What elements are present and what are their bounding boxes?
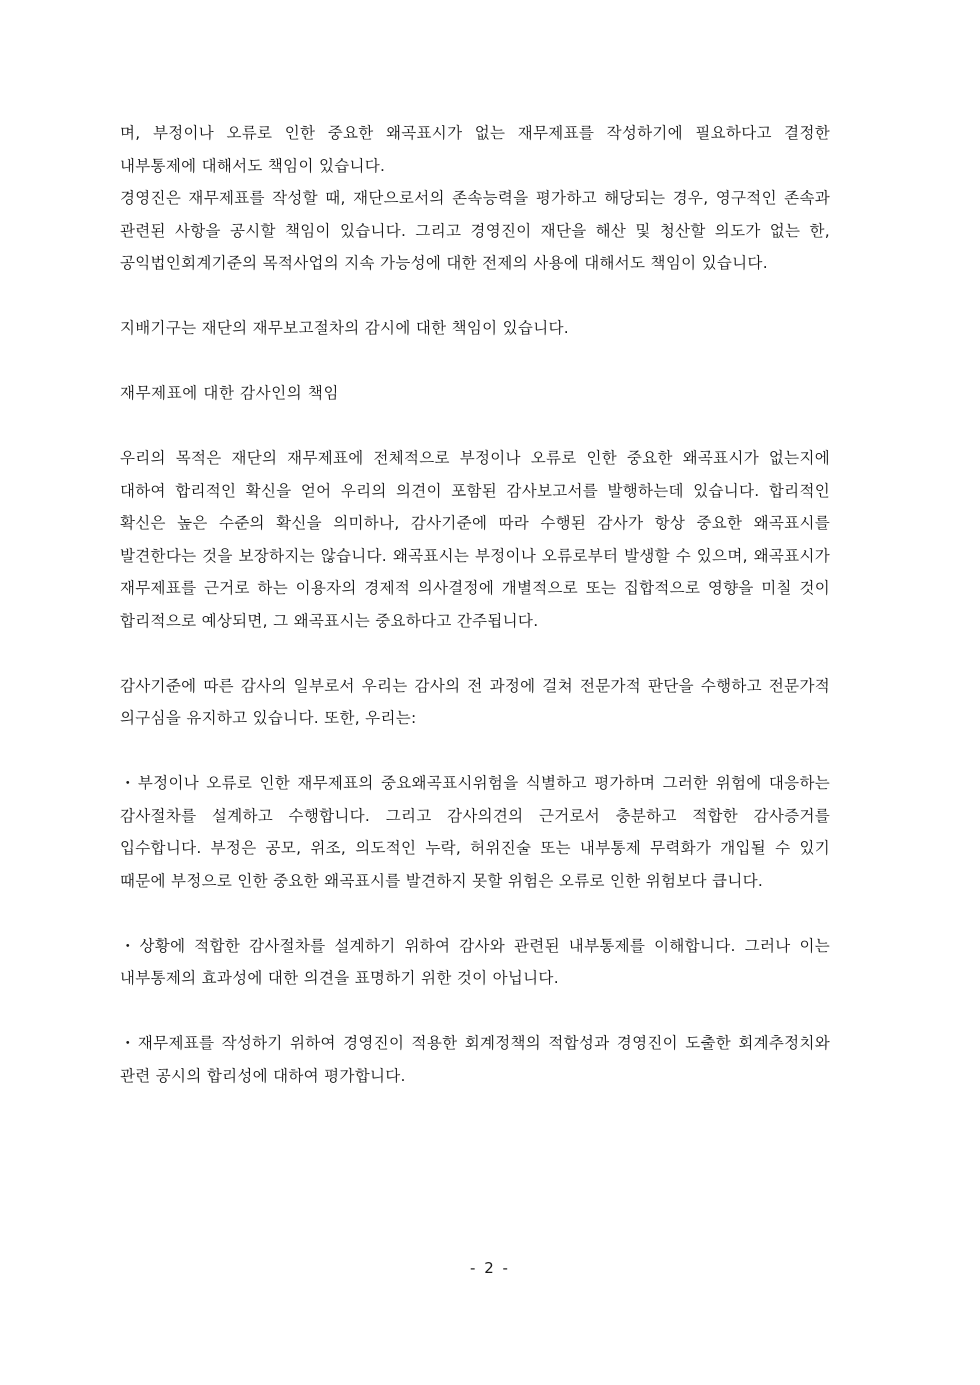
- page-number: - 2 -: [470, 1259, 510, 1277]
- spacer: [120, 897, 830, 930]
- spacer: [120, 995, 830, 1028]
- bullet-risk-assessment: ・부정이나 오류로 인한 재무제표의 중요왜곡표시위험을 식별하고 평가하며 그러한 위험에 대응하는 감사절차를 설계하고 수행합니다. 그리고 감사의견의 근거로서 충분하고 적합한 감사증거를 입수합니다. 부정은 공모, 위조, 의도적인 누락, 허위진술 또는 내부통제 무력화가 개입될 수 있기 때문에 부정으로 인한 중요한 왜곡표시를 발견하지 못할 위험은 오류로 인한 위험보다 큽니다.: [120, 774, 830, 890]
- spacer: [120, 637, 830, 670]
- paragraph-audit-objective: 우리의 목적은 재단의 재무제표에 전체적으로 부정이나 오류로 인한 중요한 왜곡표시가 없는지에 대하여 합리적인 확신을 얻어 우리의 의견이 포함된 감사보고서를 발행하는데 있습니다. 합리적인 확신은 높은 수준의 확신을 의미하나, 감사기준에 따라 수행된 감사가 항상 중요한 왜곡표시를 발견한다는 것을 보장하지는 않습니다. 왜곡표시는 부정이나 오류로부터 발생할 수 있으며, 왜곡표시가 재무제표를 근거로 하는 이용자의 경제적 의사결정에 개별적으로 또는 집합적으로 영향을 미칠 것이 합리적으로 예상되면, 그 왜곡표시는 중요하다고 간주됩니다.: [120, 449, 830, 630]
- spacer: [120, 280, 830, 313]
- page-body: [120, 117, 830, 1092]
- spacer: [120, 735, 830, 768]
- paragraph-going-concern: 경영진은 재무제표를 작성할 때, 재단으로서의 존속능력을 평가하고 해당되는 경우, 영구적인 존속과 관련된 사항을 공시할 책임이 있습니다. 그리고 경영진이 재단을 해산 및 청산할 의도가 없는 한, 공익법인회계기준의 목적사업의 지속 가능성에 대한 전제의 사용에 대해서도 책임이 있습니다.: [120, 189, 830, 272]
- section-heading: 재무제표에 대한 감사인의 책임: [120, 384, 340, 402]
- spacer: [120, 410, 830, 443]
- paragraph-governance: 지배기구는 재단의 재무보고절차의 감시에 대한 책임이 있습니다.: [120, 319, 569, 337]
- bullet-accounting-policies: ・재무제표를 작성하기 위하여 경영진이 적용한 회계정책의 적합성과 경영진이 도출한 회계추정치와 관련 공시의 합리성에 대하여 평가합니다.: [120, 1034, 830, 1085]
- bullet-internal-control: ・상황에 적합한 감사절차를 설계하기 위하여 감사와 관련된 내부통제를 이해합니다. 그러나 이는 내부통제의 효과성에 대한 의견을 표명하기 위한 것이 아닙니다.: [120, 936, 830, 987]
- paragraph-internal-control: 며, 부정이나 오류로 인한 중요한 왜곡표시가 없는 재무제표를 작성하기에 필요하다고 결정한 내부통제에 대해서도 책임이 있습니다.: [120, 124, 830, 175]
- spacer: [120, 345, 830, 378]
- paragraph-professional-judgment: 감사기준에 따른 감사의 일부로서 우리는 감사의 전 과정에 걸쳐 전문가적 판단을 수행하고 전문가적 의구심을 유지하고 있습니다. 또한, 우리는:: [120, 676, 830, 727]
